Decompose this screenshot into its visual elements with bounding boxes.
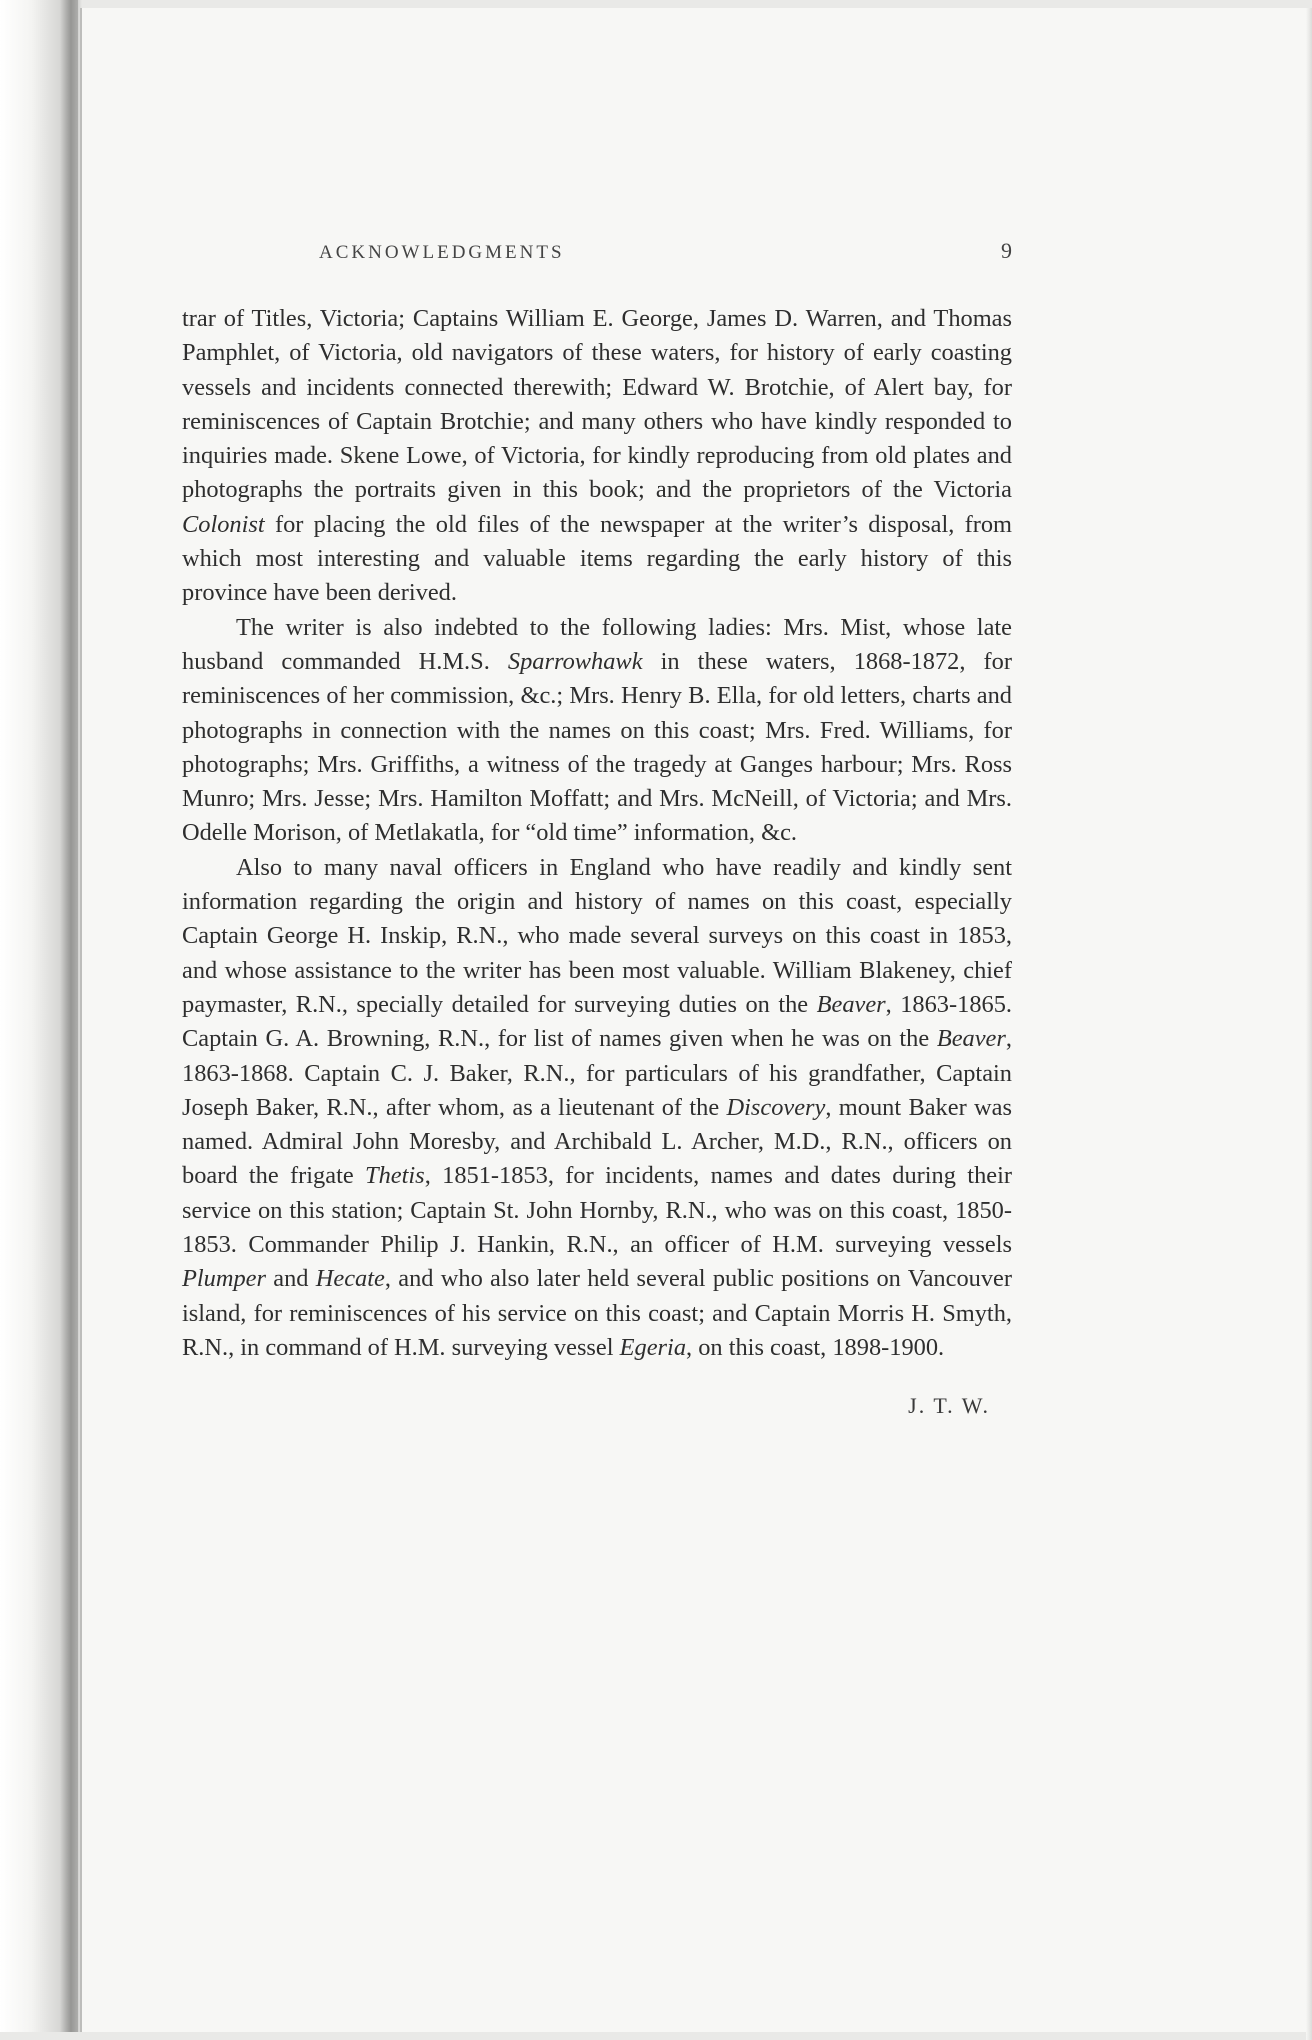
italic-title-text: Hecate (315, 1265, 385, 1293)
italic-title-text: Beaver (936, 1025, 1006, 1053)
italic-title-text: Sparrowhawk (507, 647, 643, 675)
running-head (252, 238, 1012, 264)
italic-title-text: Colonist (182, 510, 265, 538)
italic-title-text: Discovery (726, 1093, 826, 1121)
italic-title-text: Beaver (816, 990, 886, 1018)
body-text: for placing the old files of the newspaper at the writer’s disposal, from which most interesting and valuable items regarding the early history of this province have been derived. (182, 510, 1012, 607)
paragraph-ladies (182, 611, 1012, 851)
italic-title-text: Egeria (619, 1333, 687, 1361)
body-text: The writer is also indebted to the following ladies: Mrs. Mist, whose late husband commanded H.M.S. (182, 613, 1012, 675)
page-right-edge (1306, 8, 1312, 2040)
running-head-title: ACKNOWLEDGMENTS (319, 242, 565, 263)
page-number: 9 (1001, 238, 1012, 263)
author-initials: J. T. W. (908, 1393, 990, 1419)
body-text: , and who also later held several public positions on Vancouver island, for reminiscences of his service on this coast; and Captain Morris H. Smyth, R.N., in command of H.M. surveying vessel (182, 1265, 1012, 1361)
binding-shadow (60, 0, 82, 2032)
body-text: in these waters, 1868-1872, for reminiscences of her commission, &c.; Mrs. Henry B. Ella, for old letters, charts and photographs in connection with the names on this coast; Mrs. Fred. Williams, for photographs; Mrs. Griffiths, a witness of the tragedy at Ganges harbour; Mrs. Ross Munro; Mrs. Jesse; Mrs. Hamilton Moffatt; and Mrs. McNeill, of Victoria; and Mrs. Odelle Morison, of Metlakatla, for “old time” information, &c. (182, 647, 1012, 847)
body-text: , on this coast, 1898-1900. (686, 1333, 945, 1361)
body-text: , 1863-1865. Captain G. A. Browning, R.N., for list of names given when he was on the (182, 990, 1013, 1053)
italic-title-text: Thetis (365, 1162, 425, 1190)
body-text: , 1863-1868. Captain C. J. Baker, R.N., for particulars of his grandfather, Captain Joseph Baker, R.N., after whom, as a lieutenant of the (182, 1025, 1012, 1121)
page-text-block (182, 238, 1012, 1419)
body-text: , mount Baker was named. Admiral John Moresby, and Archibald L. Archer, M.D., R.N., officers on board the frigate (182, 1093, 1012, 1190)
body-text: and (266, 1265, 316, 1293)
italic-title-text: Plumper (182, 1265, 266, 1293)
paragraph-continuation (182, 302, 1012, 611)
body-text: Also to many naval officers in England who have readily and kindly sent information regarding the origin and history of names on this coast, especially Captain George H. Inskip, R.N., who made several surveys on this coast in 1853, and whose assistance to the writer has been most valuable. William Blakeney, chief paymaster, R.N., specially detailed for surveying duties on the (182, 853, 1012, 1018)
body-text: trar of Titles, Victoria; Captains William E. George, James D. Warren, and Thomas Pamphlet, of Victoria, old navigators of these waters, for history of early coasting vessels and incidents connected therewith; Edward W. Brotchie, of Alert bay, for reminiscences of Captain Brotchie; and many others who have kindly responded to inquiries made. Skene Lowe, of Victoria, for kindly reproducing from old plates and photographs the portraits given in this book; and the proprietors of the Victoria (182, 305, 1012, 504)
paragraph-naval-officers (182, 851, 1012, 1365)
body-text: , 1851-1853, for incidents, names and dates during their service on this station; Captain St. John Hornby, R.N., who was on this coast, 1850-1853. Commander Philip J. Hankin, R.N., an officer of H.M. surveying vessels (182, 1162, 1012, 1259)
